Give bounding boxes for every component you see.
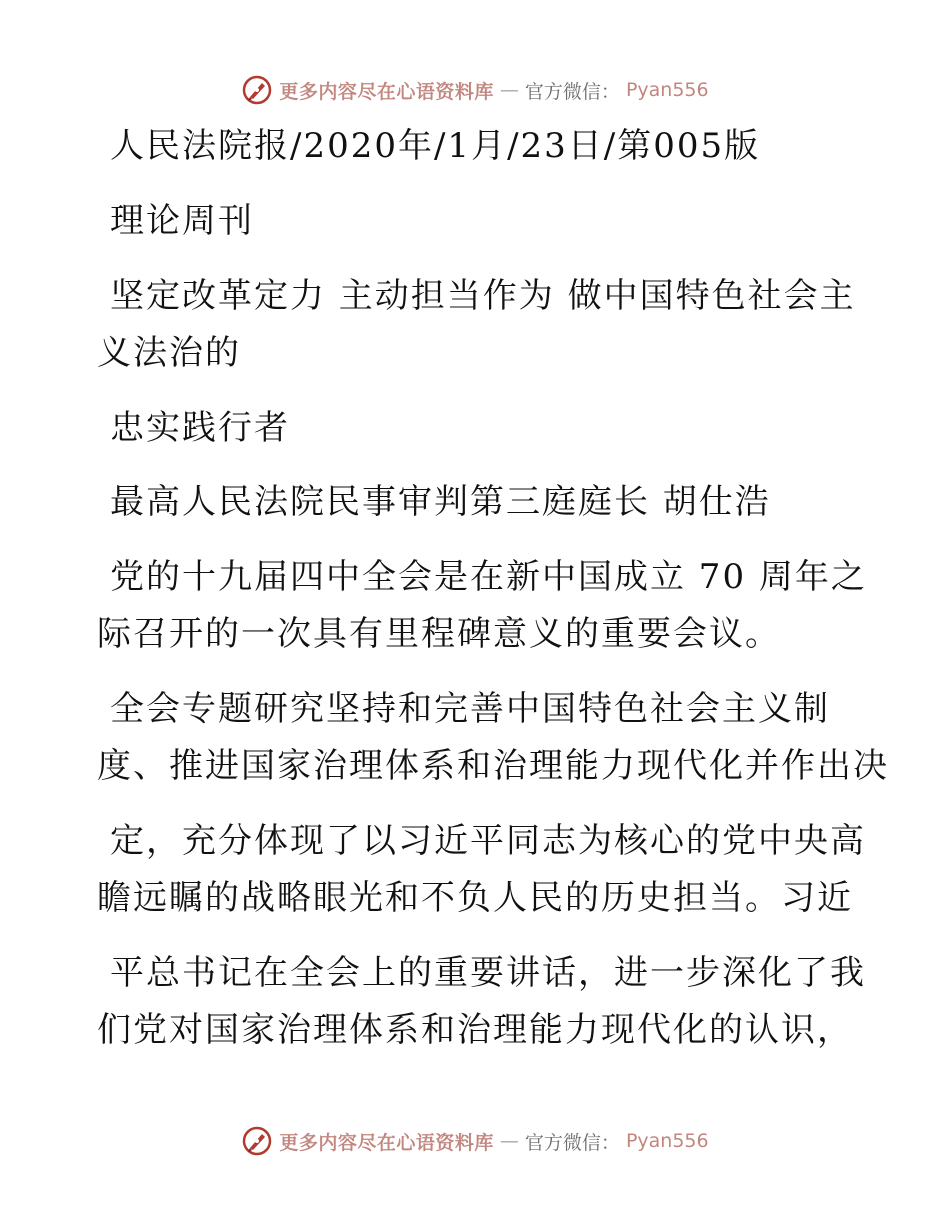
quill-pen-logo-icon — [241, 74, 273, 106]
article-paragraph-line: 瞻远瞩的战略眼光和不负人民的历史担当。习近 — [97, 878, 853, 918]
watermark-wechat-id: Pyan556 — [625, 1130, 709, 1152]
article-paragraph-line: 度、推进国家治理体系和治理能力现代化并作出决 — [97, 746, 889, 786]
article-title-line: 坚定改革定力 主动担当作为 做中国特色社会主 — [110, 276, 856, 316]
watermark-site-name: 更多内容尽在心语资料库 — [279, 80, 494, 103]
article-author-line: 最高人民法院民事审判第三庭庭长 胡仕浩 — [110, 482, 771, 522]
watermark-wechat-id: Pyan556 — [625, 79, 709, 101]
quill-pen-logo-icon — [241, 1125, 273, 1157]
watermark-wechat-label: 官方微信： — [524, 1131, 620, 1154]
header-watermark — [0, 70, 950, 110]
article-source-line: 人民法院报/2020年/1月/23日/第005版 — [110, 126, 761, 166]
watermark-wechat-label: 官方微信： — [524, 80, 620, 103]
watermark-dash: — — [499, 1130, 519, 1152]
article-paragraph-line: 全会专题研究坚持和完善中国特色社会主义制 — [110, 689, 830, 729]
article-paragraph-line: 平总书记在全会上的重要讲话，进一步深化了我 — [110, 953, 866, 993]
article-paragraph-line: 定，充分体现了以习近平同志为核心的党中央高 — [110, 821, 866, 861]
article-paragraph-line: 们党对国家治理体系和治理能力现代化的认识， — [97, 1010, 853, 1050]
article-subtitle-line: 忠实践行者 — [110, 408, 290, 448]
article-paragraph-line: 际召开的一次具有里程碑意义的重要会议。 — [97, 614, 781, 654]
article-section-line: 理论周刊 — [110, 201, 254, 241]
article-paragraph-line: 党的十九届四中全会是在新中国成立 70 周年之 — [110, 557, 867, 597]
article-title-line: 义法治的 — [97, 333, 241, 373]
footer-watermark — [0, 1121, 950, 1161]
watermark-dash: — — [499, 79, 519, 101]
watermark-site-name: 更多内容尽在心语资料库 — [279, 1131, 494, 1154]
